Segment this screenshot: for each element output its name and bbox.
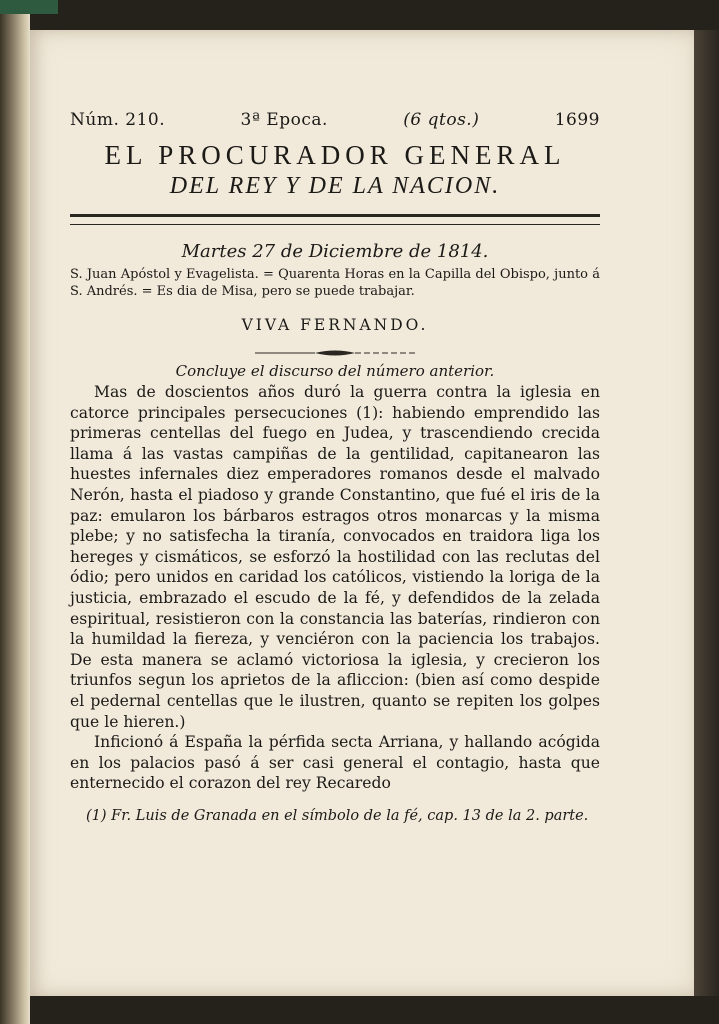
- right-page-edge: [694, 30, 719, 996]
- page-content: [70, 110, 600, 826]
- footnote: (1) Fr. Luis de Granada en el símbolo de la fé, cap. 13 de la 2. parte.: [86, 807, 589, 824]
- newspaper-title: EL PROCURADOR GENERAL: [104, 140, 566, 170]
- newspaper-subtitle: DEL REY Y DE LA NACION.: [169, 173, 501, 199]
- saints-of-the-day: S. Juan Apóstol y Evagelista. = Quarenta Horas en la Capilla del Obispo, junto á S. Andrés. = Es dia de Misa, pero se puede trabajar.: [70, 267, 600, 299]
- article-body: [70, 382, 600, 794]
- viva-fernando-heading: VIVA FERNANDO.: [241, 316, 429, 334]
- article-heading: Concluye el discurso del número anterior.: [175, 362, 495, 380]
- ornament-divider: [255, 348, 415, 358]
- page-number: 1699: [554, 110, 600, 130]
- epoch-label: 3ª Epoca.: [240, 110, 328, 130]
- price-label: (6 qtos.): [403, 110, 480, 130]
- article-paragraph: Mas de doscientos años duró la guerra contra la iglesia en catorce principales persecuciones (1): habiendo emprendido las primeras centellas del fuego en Judea, y trascendiendo crecida llama á las vastas campiñas de la gentilidad, capitanearon las huestes infernales diez emperadores romanos desde el malvado Nerón, hasta el piadoso y grande Constantino, que fué el iris de la paz: emularon los bárbaros estragos otros monarcas y la misma plebe; y no satisfecha la tiranía, convocados en traidora liga los hereges y cismáticos, se esforzó la hostilidad con las reclutas del ódio; pero unidos en caridad los católicos, vistiendo la loriga de la justicia, embrazado el escudo de la fé, y defendidos de la zelada espiritual, resistieron con la constancia las baterías, rindieron con la humildad la fiereza, y venciéron con la paciencia los trabajos. De esta manera se aclamó victoriosa la iglesia, y crecieron los triunfos segun los aprietos de la afliccion: (bien así como despide el pedernal centellas que le ilustren, quanto se repiten los golpes que le hieren.): [70, 383, 600, 731]
- masthead-rule: [70, 214, 600, 225]
- left-page-edge: [0, 0, 30, 1024]
- newspaper-page: [30, 30, 694, 996]
- article-paragraph: Inficionó á España la pérfida secta Arriana, y hallando acógida en los palacios pasó á ser casi general el contagio, hasta que enternecido el corazon del rey Recaredo: [70, 733, 600, 793]
- masthead-info-row: [70, 110, 600, 130]
- issue-date: Martes 27 de Diciembre de 1814.: [181, 241, 489, 262]
- issue-number: Núm. 210.: [70, 110, 166, 130]
- binding-tab: [0, 0, 58, 14]
